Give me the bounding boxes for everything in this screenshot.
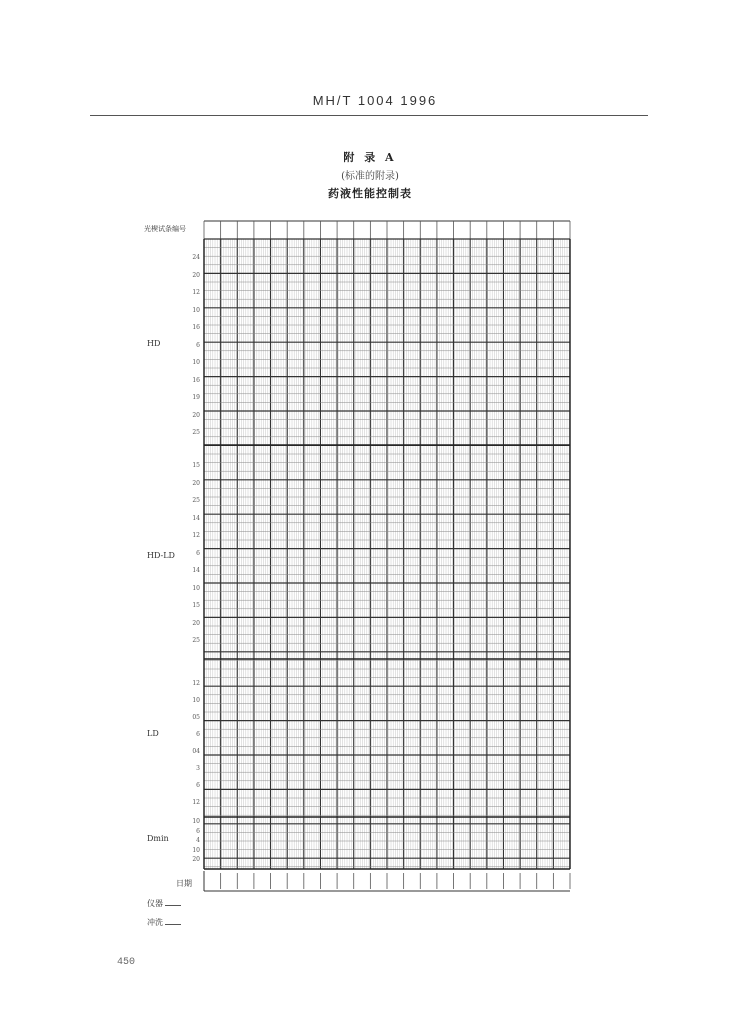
developer-field (147, 917, 181, 928)
tick-label: 3 (196, 765, 200, 772)
tick-label: 10 (192, 697, 200, 704)
tick-label: 14 (192, 514, 200, 522)
tick-label: 12 (192, 289, 200, 296)
tick-label: 15 (192, 462, 200, 469)
tick-label: 14 (192, 567, 200, 574)
tick-label: 12 (192, 680, 200, 687)
standard-code: MH/T 1004 1996 (312, 93, 438, 108)
tick-label: 12 (192, 532, 200, 539)
table-title: 药液性能控制表 (328, 187, 412, 200)
tick-label: 25 (192, 497, 200, 504)
tick-label: 6 (196, 341, 200, 349)
tick-label: 19 (192, 394, 200, 401)
instrument-label: 仪器 (147, 899, 163, 908)
tick-label: 05 (192, 714, 200, 721)
tick-label: 6 (196, 731, 200, 738)
tick-label: 20 (192, 271, 200, 279)
tick-label: 6 (196, 827, 200, 835)
tick-label: 10 (192, 359, 200, 366)
tick-label: 6 (196, 782, 200, 789)
tick-label: 20 (192, 619, 200, 627)
tick-label: 24 (192, 254, 200, 261)
appendix-title: 附 录 A (343, 151, 397, 164)
section-label-dmin: Dmin (147, 834, 169, 843)
test-id-label: 光楔试条编号 (144, 225, 186, 233)
tick-label: 04 (192, 748, 200, 755)
section-label-ld: LD (147, 729, 159, 738)
developer-label: 冲洗 (147, 918, 163, 927)
header-rule (90, 115, 648, 116)
developer-blank (165, 918, 181, 925)
instrument-field (147, 898, 181, 909)
tick-label: 20 (192, 856, 200, 863)
tick-label: 10 (192, 584, 200, 592)
appendix-subtitle: (标准的附录) (341, 171, 399, 182)
tick-label: 12 (192, 799, 200, 806)
tick-label: 10 (192, 306, 200, 314)
tick-label: 16 (192, 376, 200, 384)
section-label-hd-ld: HD-LD (147, 551, 175, 560)
instrument-blank (165, 899, 181, 906)
section-label-hd: HD (147, 339, 161, 348)
tick-label: 25 (192, 429, 200, 436)
tick-label: 16 (192, 324, 200, 331)
tick-label: 20 (192, 411, 200, 419)
tick-label: 15 (192, 602, 200, 609)
tick-label: 10 (192, 846, 200, 854)
tick-label: 10 (192, 818, 200, 825)
tick-label: 25 (192, 637, 200, 644)
tick-label: 4 (196, 837, 200, 844)
page-number: 450 (117, 957, 136, 968)
date-label: 日期 (176, 879, 192, 888)
control-chart-grid (196, 219, 580, 895)
tick-label: 20 (192, 479, 200, 487)
tick-label: 6 (196, 549, 200, 557)
